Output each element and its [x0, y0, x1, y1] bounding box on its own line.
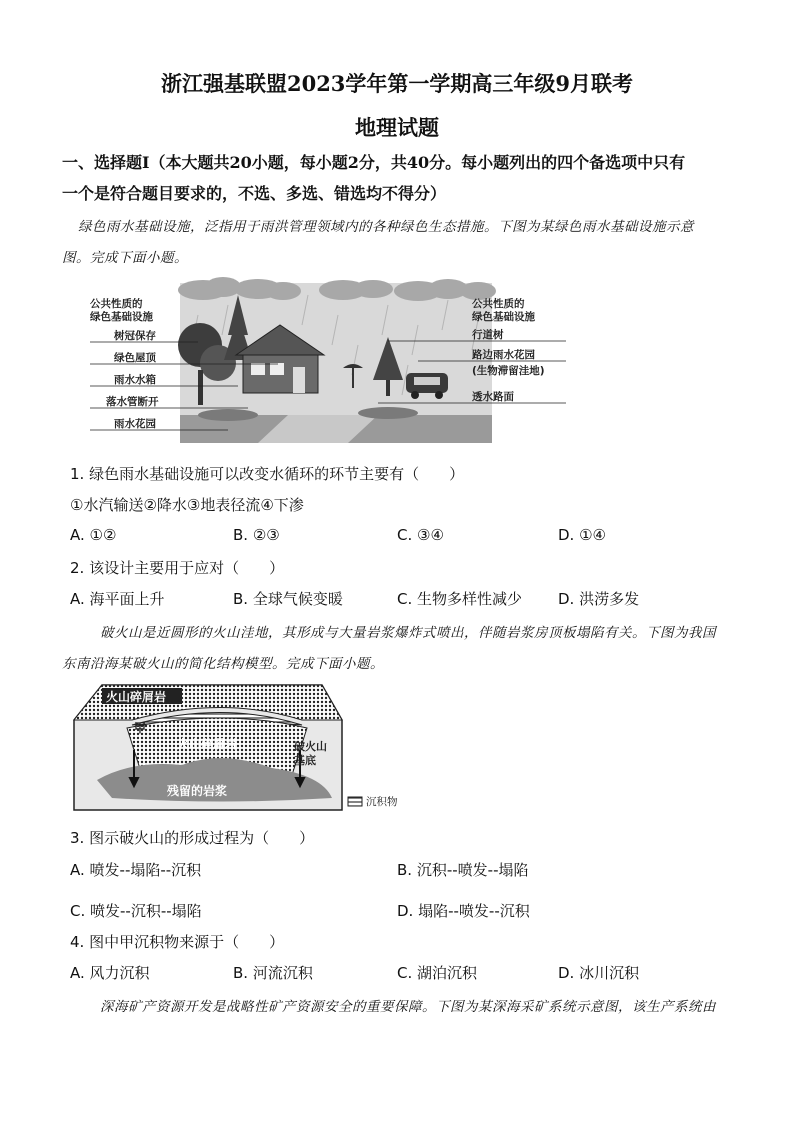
- q3-option-b[interactable]: B. 沉积--喷发--塌陷: [397, 861, 529, 879]
- passage1-line1: 绿色雨水基础设施，泛指用于雨洪管理领域内的各种绿色生态措施。下图为某绿色雨水基础设施示意: [78, 219, 694, 235]
- right-header-line2: 绿色基础设施: [472, 311, 535, 323]
- q2-option-c[interactable]: C. 生物多样性减少: [397, 590, 523, 608]
- q1-option-b[interactable]: B. ②③: [233, 526, 280, 544]
- label-permeable-pavement: 透水路面: [472, 391, 514, 403]
- passage2-line2: 东南沿海某破火山的简化结构模型。完成下面小题。: [62, 656, 384, 672]
- q3-option-d[interactable]: D. 塌陷--喷发--沉积: [397, 902, 530, 920]
- label-basement: 基底: [294, 754, 316, 767]
- q3-stem: 3. 图示破火山的形成过程为（ ）: [70, 829, 315, 847]
- caldera-structure-figure: [72, 680, 412, 815]
- q4-option-c[interactable]: C. 湖泊沉积: [397, 964, 478, 982]
- q3-option-a[interactable]: A. 喷发--塌陷--沉积: [70, 861, 202, 879]
- label-roadside-garden: 路边雨水花园: [472, 349, 535, 361]
- section-heading-line1: 一、选择题Ⅰ（本大题共20小题，每小题2分，共40分。每小题列出的四个备选项中只有: [62, 153, 686, 172]
- right-header-line1: 公共性质的: [472, 298, 525, 310]
- label-rain-garden: 雨水花园: [114, 418, 156, 430]
- label-pyroclastic-top: 火山碎屑岩: [106, 690, 167, 704]
- section-heading-line2: 一个是符合题目要求的，不选、多选、错选均不得分）: [62, 184, 447, 203]
- q2-option-d[interactable]: D. 洪涝多发: [558, 590, 640, 608]
- q3-option-c[interactable]: C. 喷发--沉积--塌陷: [70, 902, 202, 920]
- q1-option-d[interactable]: D. ①④: [558, 526, 606, 544]
- legend-sediment-label: 沉积物: [366, 796, 398, 808]
- q1-items: ①水汽输送②降水③地表径流④下渗: [70, 496, 304, 514]
- left-header-line2: 绿色基础设施: [90, 311, 153, 323]
- q4-option-b[interactable]: B. 河流沉积: [233, 964, 313, 982]
- label-street-tree: 行道树: [472, 329, 504, 341]
- q4-stem: 4. 图中甲沉积物来源于（ ）: [70, 933, 285, 951]
- q1-stem: 1. 绿色雨水基础设施可以改变水循环的环节主要有（ ）: [70, 465, 465, 483]
- exam-subtitle: 地理试题: [355, 115, 439, 140]
- label-jia: 甲: [134, 721, 147, 735]
- passage3-line1: 深海矿产资源开发是战略性矿产资源安全的重要保障。下图为某深海采矿系统示意图，该生产系统由: [100, 999, 716, 1015]
- q2-stem: 2. 该设计主要用于应对（ ）: [70, 559, 285, 577]
- q2-option-b[interactable]: B. 全球气候变暖: [233, 590, 343, 608]
- label-caldera: 破火山: [294, 740, 327, 753]
- label-pyroclastic-center: 火山碎屑岩: [177, 737, 238, 751]
- q4-option-a[interactable]: A. 风力沉积: [70, 964, 150, 982]
- label-canopy: 树冠保存: [114, 330, 156, 342]
- label-bioretention: (生物滞留洼地): [472, 365, 545, 377]
- passage1-line2: 图。完成下面小题。: [62, 250, 188, 266]
- legend-swatch-sediment: [348, 797, 362, 806]
- q2-option-a[interactable]: A. 海平面上升: [70, 590, 165, 608]
- q4-option-d[interactable]: D. 冰川沉积: [558, 964, 640, 982]
- label-downspout: 落水管断开: [106, 396, 159, 408]
- label-rain-barrel: 雨水水箱: [114, 374, 156, 386]
- q1-option-c[interactable]: C. ③④: [397, 526, 444, 544]
- q1-option-a[interactable]: A. ①②: [70, 526, 117, 544]
- left-header-line1: 公共性质的: [90, 298, 143, 310]
- rainwater-infrastructure-figure: [88, 275, 568, 450]
- label-green-roof: 绿色屋顶: [114, 352, 156, 364]
- passage2-line1: 破火山是近圆形的火山洼地，其形成与大量岩浆爆炸式喷出，伴随岩浆房顶板塌陷有关。下图为我国: [100, 625, 716, 641]
- exam-title: 浙江强基联盟2023学年第一学期高三年级9月联考: [160, 71, 634, 96]
- label-residual-magma: 残留的岩浆: [167, 784, 228, 798]
